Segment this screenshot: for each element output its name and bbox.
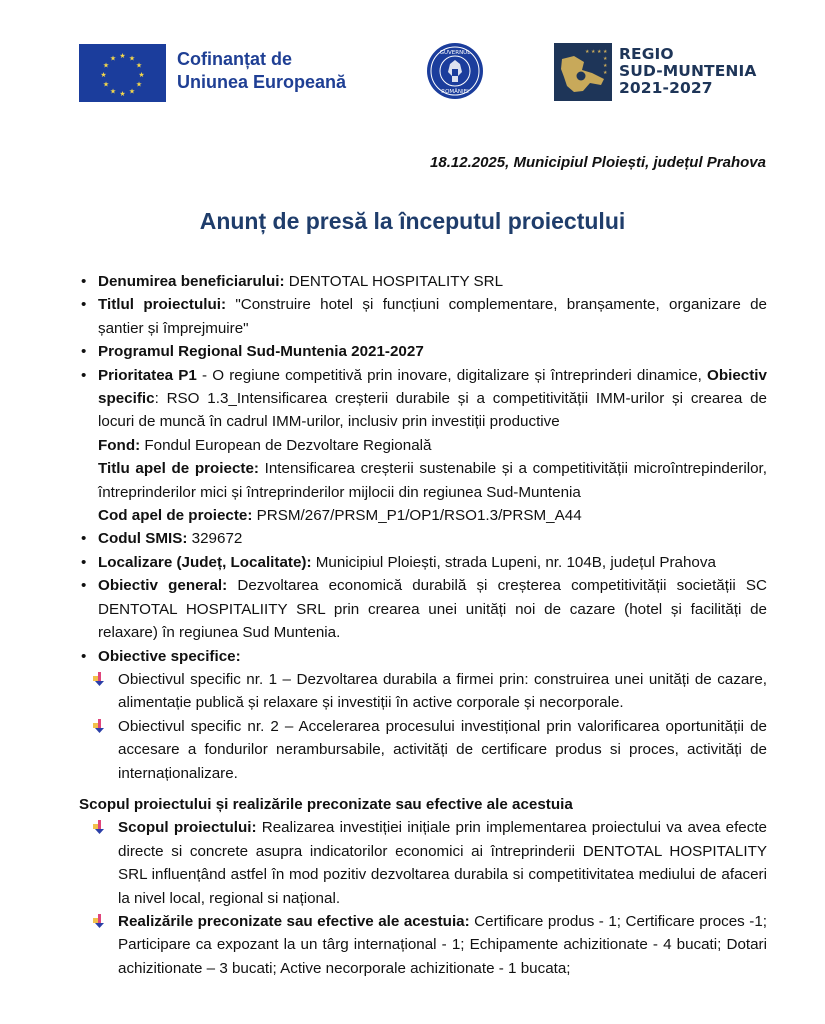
svg-text:★: ★ <box>109 87 117 96</box>
eu-flag-icon <box>79 44 166 102</box>
scope-section-heading: Scopul proiectului și realizările preconizate sau efective ale acestuia <box>79 795 573 813</box>
press-release-body <box>79 270 767 980</box>
call-title-label: Titlu apel de proiecte: <box>98 460 259 478</box>
bullet-icon: • <box>81 296 87 314</box>
bullet-icon: • <box>81 366 87 384</box>
scope-item-purpose <box>79 816 767 910</box>
down-arrow-bullet-icon <box>93 672 107 687</box>
svg-text:★: ★ <box>135 61 143 70</box>
item-label: Prioritatea P1 <box>98 366 197 384</box>
svg-text:★: ★ <box>102 80 110 89</box>
item-label: Codul SMIS: <box>98 530 188 548</box>
objective-value: : RSO 1.3_Intensificarea creșterii durabile și a competitivității IMM-urilor și crearea de locuri de muncă în cadrul IMM-urilor, inclusiv prin investiții productive <box>98 390 767 431</box>
down-arrow-bullet-icon <box>93 719 107 734</box>
svg-text:★: ★ <box>603 70 608 76</box>
svg-text:★: ★ <box>109 54 117 63</box>
svg-text:★: ★ <box>138 71 145 79</box>
item-label: Denumirea beneficiarului: <box>98 273 285 290</box>
regio-line2: SUD-MUNTENIA <box>619 62 757 80</box>
specific-objective-text: Obiectivul specific nr. 1 – Dezvoltarea durabila a firmei prin: construirea unei unități de cazare, alimentație publică și relaxare și investiții în active corporale și necorporale. <box>118 670 767 712</box>
svg-text:★: ★ <box>128 87 136 96</box>
svg-text:★: ★ <box>135 80 143 89</box>
item-label: Titlul proiectului: <box>98 296 227 314</box>
regio-sud-muntenia-text <box>619 46 756 97</box>
bullet-icon: • <box>81 553 87 571</box>
svg-text:★: ★ <box>597 49 602 55</box>
list-item-priority <box>79 364 767 528</box>
project-info-list <box>79 270 767 668</box>
svg-text:★: ★ <box>128 54 136 63</box>
eu-cofinancing-text <box>177 48 346 94</box>
fund-line <box>98 434 767 457</box>
logo-header <box>79 42 779 104</box>
item-label: Programul Regional Sud-Muntenia 2021-2027 <box>98 343 424 361</box>
scope-value: Realizarea investiției inițiale prin implementarea proiectului va avea efecte directe si concrete asupra indicatorilor economici ai întreprinderii DENTOTAL HOSPITALITY SRL influențând astfel în mod pozitiv dezvoltarea durabila si competitivitatea mediului de afaceri la nivel local, regional si național. <box>118 819 767 907</box>
scope-item-results <box>79 910 767 980</box>
bullet-icon: • <box>81 647 87 665</box>
item-label: Obiectiv general: <box>98 577 228 595</box>
svg-text:★: ★ <box>119 90 126 98</box>
svg-text:★: ★ <box>603 49 608 55</box>
specific-objective-1 <box>79 668 767 715</box>
list-item-beneficiary <box>79 270 767 293</box>
list-item-project-title <box>79 293 767 340</box>
results-value: Certificare produs ‐ 1; Certificare proces -1; Participare ca expozant la un târg internațional ‐ 1; Echipamente achizitionate - 4 bucati; Dotari achizitionate – 3 bucati; Active necorporale achizitionate - 1 bucata; <box>118 912 767 977</box>
bullet-icon: • <box>81 577 87 595</box>
call-code-line <box>98 504 767 527</box>
item-value: DENTOTAL HOSPITALITY SRL <box>284 273 504 290</box>
item-value: 329672 <box>187 530 243 548</box>
scope-label: Scopul proiectului: <box>118 819 257 837</box>
results-label: Realizările preconizate sau efective ale acestuia: <box>118 912 470 930</box>
romanian-government-seal-icon <box>426 42 484 100</box>
eu-text-line1: Cofinanțat de <box>177 49 292 69</box>
svg-text:★: ★ <box>603 63 608 69</box>
list-item-location <box>79 551 767 574</box>
call-code-label: Cod apel de proiecte: <box>98 507 253 525</box>
item-value: "Construire hotel și funcțiuni complementare, branșamente, organizare de șantier și împrejmuire" <box>98 296 767 337</box>
item-label: Obiective specifice: <box>98 647 241 665</box>
svg-text:★: ★ <box>119 52 126 60</box>
svg-text:★: ★ <box>585 49 590 55</box>
specific-objective-2 <box>79 715 767 785</box>
fund-label: Fond: <box>98 436 141 454</box>
page-title: Anunț de presă la începutul proiectului <box>199 208 626 234</box>
regio-map-icon <box>554 43 612 101</box>
item-value: Municipiul Ploiești, strada Lupeni, nr. 104B, județul Prahova <box>311 553 716 571</box>
list-item-general-objective <box>79 574 767 644</box>
item-value: - O regiune competitivă prin inovare, digitalizare și întreprinderi dinamice, <box>196 366 702 384</box>
eu-text-line2: Uniunea Europeană <box>177 72 347 92</box>
list-item-specific-objectives <box>79 645 767 668</box>
svg-text:GUVERNUL: GUVERNUL <box>439 50 471 56</box>
down-arrow-bullet-icon <box>93 820 107 835</box>
list-item-smis-code <box>79 527 767 550</box>
fund-value: Fondul European de Dezvoltare Regională <box>140 436 432 454</box>
list-item-program <box>79 340 767 363</box>
specific-objective-text: Obiectivul specific nr. 2 – Accelerarea procesului investițional prin valorificarea oportunității de accesare a fondurilor nerambursabile, activități de certificare produs si proces, activități de internaționalizare. <box>118 717 767 782</box>
call-code-value: PRSM/267/PRSM_P1/OP1/RSO1.3/PRSM_A44 <box>252 507 582 525</box>
down-arrow-bullet-icon <box>93 914 107 929</box>
svg-text:★: ★ <box>102 61 110 70</box>
svg-text:★: ★ <box>603 56 608 62</box>
call-title-line <box>98 457 767 504</box>
regio-line3: 2021-2027 <box>619 79 713 97</box>
svg-text:★: ★ <box>100 71 107 79</box>
item-label: Localizare (Județ, Localitate): <box>98 553 312 571</box>
svg-text:★: ★ <box>591 49 596 55</box>
item-value: Dezvoltarea economică durabilă și creșterea competitivității societății SC DENTOTAL HOSPITALIITY SRL prin crearea unei unități noi de cazare (hotel și facilități de relaxare) în regiunea Sud Muntenia. <box>98 577 768 642</box>
regio-line1: REGIO <box>619 45 674 63</box>
bullet-icon: • <box>81 343 87 361</box>
bullet-icon: • <box>81 273 87 290</box>
objective-label: Obiectiv specific <box>98 366 767 408</box>
call-title-value: Intensificarea creșterii sustenabile și a competitivității microîntrepinderilor, întreprinderilor mici și întreprinderilor mijlocii din regiunea Sud-Muntenia <box>98 460 767 501</box>
dateline: 18.12.2025, Municipiul Ploiești, județul Prahova <box>430 154 766 171</box>
svg-text:ROMÂNIEI: ROMÂNIEI <box>441 89 469 95</box>
bullet-icon: • <box>81 530 87 548</box>
